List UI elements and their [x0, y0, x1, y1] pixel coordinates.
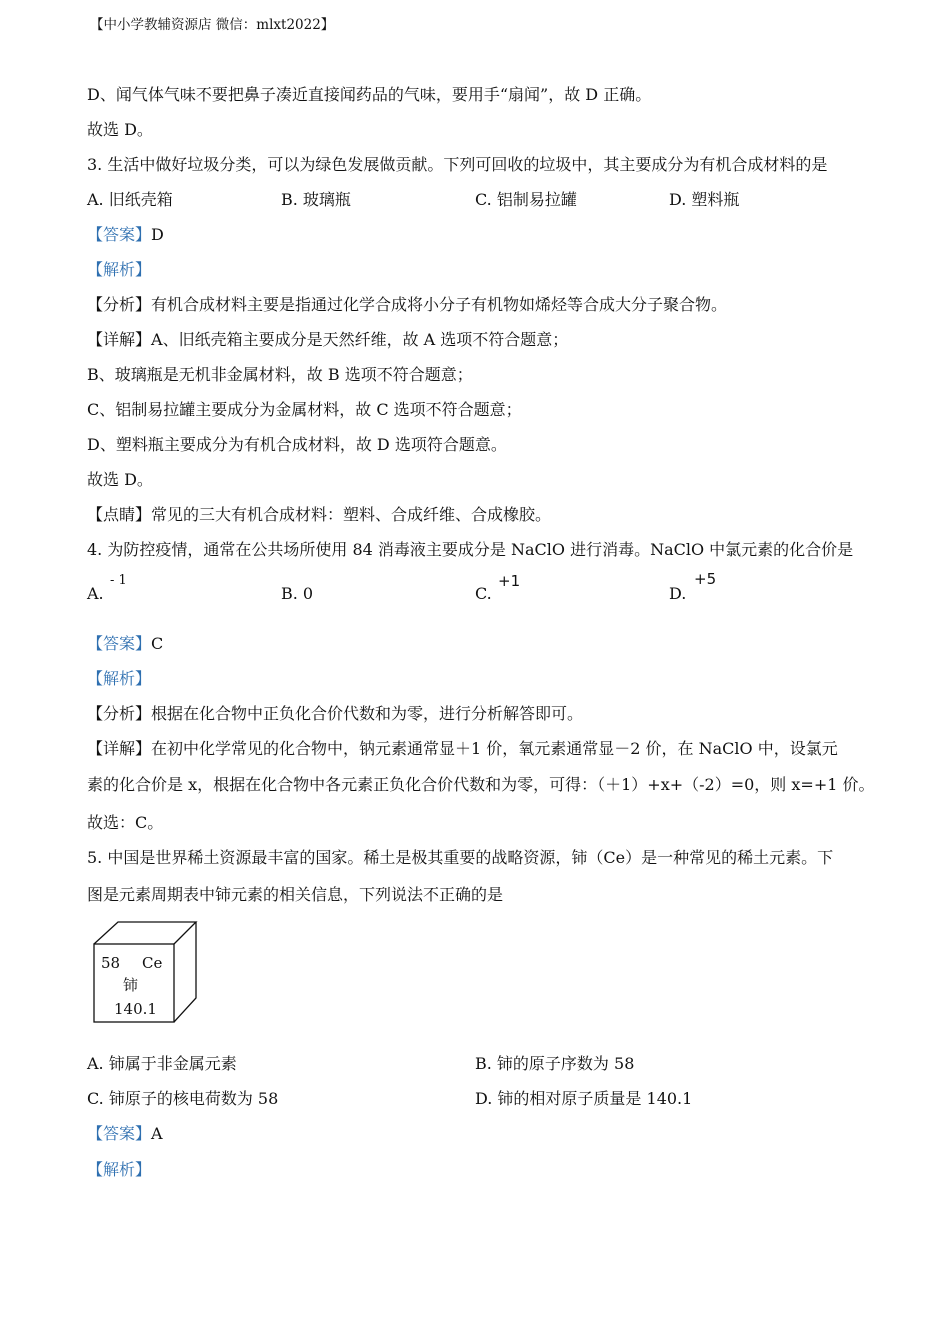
q3-option-c: C. 铝制易拉罐: [475, 190, 577, 209]
q3-detail: [87, 327, 568, 350]
q3-option-b: B. 玻璃瓶: [281, 190, 351, 209]
question-4: 4. 为防控疫情，通常在公共场所使用 84 消毒液主要成分是 NaClO 进行消毒。NaClO 中氯元素的化合价是: [87, 540, 854, 559]
analysis-tag: 【分析】: [87, 295, 152, 314]
q3-selection: 故选 D。: [87, 470, 153, 489]
detail-tag: 【详解】: [87, 739, 152, 758]
detail-text: 在初中化学常见的化合物中，钠元素通常显＋1 价，氧元素通常显－2 价，在 NaClO 中，设氯元: [151, 739, 838, 758]
answer-value: C: [151, 634, 164, 653]
q3-detail-c: C、铝制易拉罐主要成分为金属材料，故 C 选项不符合题意；: [87, 400, 522, 419]
answer-tag: 【答案】: [87, 1124, 152, 1143]
analysis-tag: 【分析】: [87, 704, 152, 723]
q4-analysis-tag: 【解析】: [87, 669, 152, 688]
tip-text: 常见的三大有机合成材料：塑料、合成纤维、合成橡胶。: [151, 505, 552, 524]
atomic-mass: 140.1: [114, 1000, 157, 1018]
q4-option-b: B. 0: [281, 584, 314, 603]
question-5-cont: 图是元素周期表中铈元素的相关信息，下列说法不正确的是: [87, 885, 504, 904]
q4-option-d-valence: +5: [694, 570, 717, 588]
q4-option-a-valence: - 1: [110, 573, 127, 588]
atomic-number: 58: [101, 954, 121, 972]
tip-tag: 【点睛】: [87, 505, 152, 524]
conclusion-line: 故选 D。: [87, 120, 153, 139]
q4-option-a: A.: [87, 584, 104, 603]
question-3: 3. 生活中做好垃圾分类，可以为绿色发展做贡献。下列可回收的垃圾中，其主要成分为有机合成材料的是: [87, 155, 828, 174]
q3-analysis: [87, 292, 727, 315]
question-5: 5. 中国是世界稀土资源最丰富的国家。稀土是极其重要的战略资源，铈（Ce）是一种常见的稀土元素。下: [87, 848, 834, 867]
q4-detail-2: 素的化合价是 x，根据在化合物中各元素正负化合价代数和为零，可得：（＋1）+x+（-2）=0，则 x=+1 价。: [87, 775, 875, 794]
answer-tag: 【答案】: [87, 634, 152, 653]
analysis-text: 有机合成材料主要是指通过化学合成将小分子有机物如烯烃等合成大分子聚合物。: [151, 295, 728, 314]
q4-detail: [87, 736, 838, 759]
element-card: [90, 918, 202, 1028]
q4-option-c-valence: +1: [498, 572, 521, 590]
detail-tag: 【详解】: [87, 330, 152, 349]
q5-answer: [87, 1121, 163, 1144]
q4-analysis: [87, 701, 583, 724]
page-header: 【中小学教辅资源店 微信：mlxt2022】: [90, 17, 335, 33]
q5-option-b: B. 铈的原子序数为 58: [475, 1054, 635, 1073]
q3-analysis-tag: 【解析】: [87, 260, 152, 279]
q5-option-a: A. 铈属于非金属元素: [87, 1054, 237, 1073]
q4-selection: 故选：C。: [87, 813, 164, 832]
answer-tag: 【答案】: [87, 225, 152, 244]
q3-tip: [87, 502, 551, 525]
explanation-line: D、闻气体气味不要把鼻子凑近直接闻药品的气味，要用手“扇闻”，故 D 正确。: [87, 85, 652, 104]
answer-value: D: [151, 225, 164, 244]
q4-option-c: C.: [475, 584, 492, 603]
q3-answer: [87, 222, 164, 245]
q3-detail-d: D、塑料瓶主要成分为有机合成材料，故 D 选项符合题意。: [87, 435, 507, 454]
analysis-text: 根据在化合物中正负化合价代数和为零，进行分析解答即可。: [151, 704, 584, 723]
detail-text: A、旧纸壳箱主要成分是天然纤维，故 A 选项不符合题意；: [151, 330, 569, 349]
element-symbol: Ce: [142, 954, 163, 972]
element-name: 铈: [123, 976, 139, 994]
q5-option-c: C. 铈原子的核电荷数为 58: [87, 1089, 279, 1108]
q5-option-d: D. 铈的相对原子质量是 140.1: [475, 1089, 693, 1108]
q3-option-a: A. 旧纸壳箱: [87, 190, 173, 209]
q3-detail-b: B、玻璃瓶是无机非金属材料，故 B 选项不符合题意；: [87, 365, 473, 384]
q5-analysis-tag: 【解析】: [87, 1160, 152, 1179]
q3-option-d: D. 塑料瓶: [669, 190, 740, 209]
q4-option-d: D.: [669, 584, 687, 603]
answer-value: A: [151, 1124, 163, 1143]
q4-answer: [87, 631, 163, 654]
